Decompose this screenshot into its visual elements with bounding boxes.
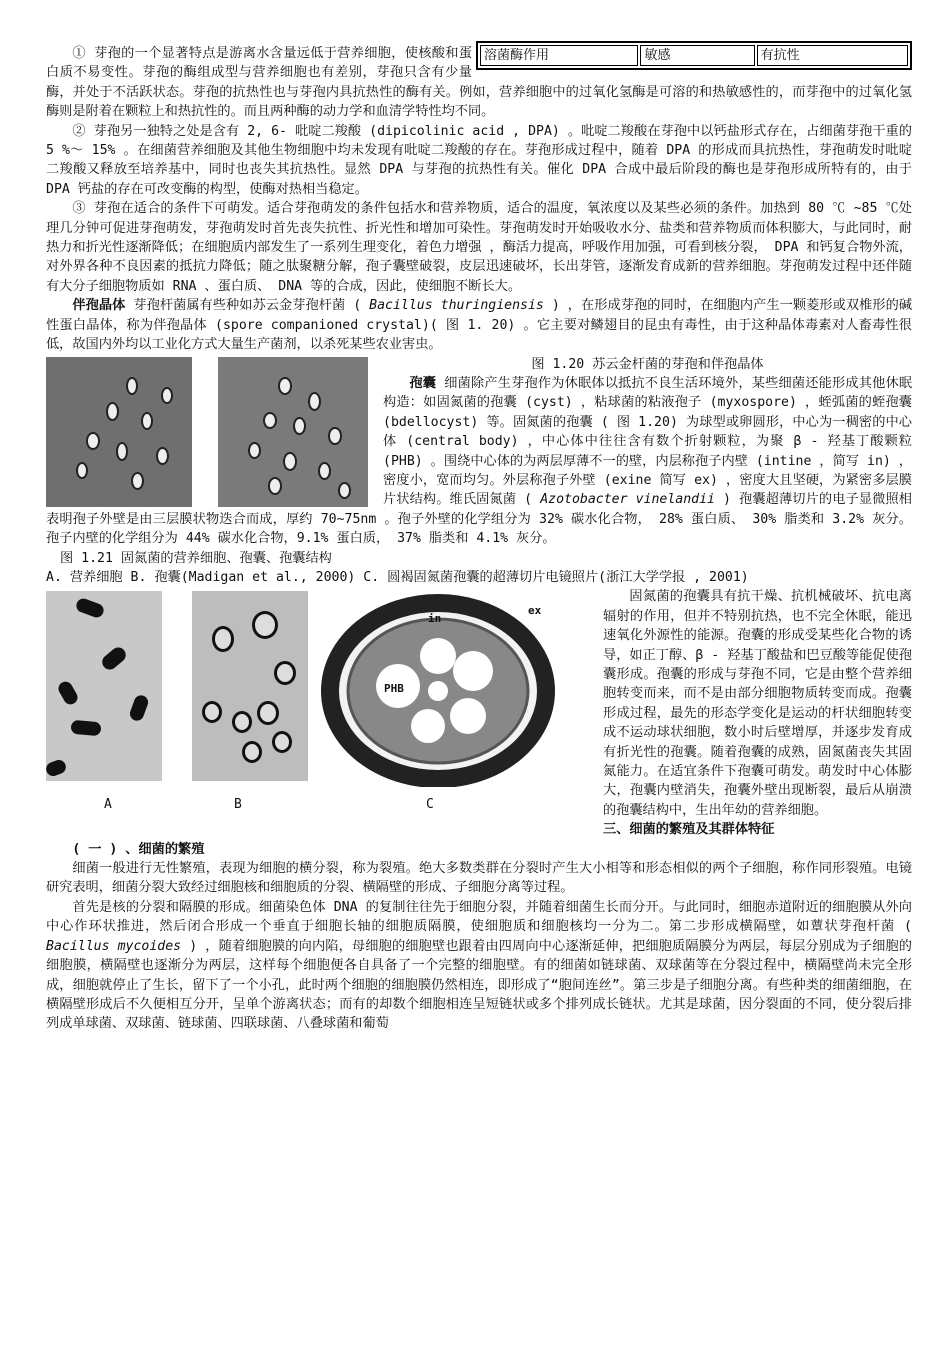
spore-cell (141, 412, 153, 430)
figure-1-20-caption: 图 1.20 苏云金杆菌的芽孢和伴孢晶体 (531, 356, 764, 372)
spore-cell (328, 427, 342, 445)
text-segment: ) ，在形成芽孢的同时，在细胞内产生一颗菱形或双椎形的碱性蛋白晶体，称为伴孢晶体 (spore companioned crystal)( 图 1. 20) 。它主要对鳞翅目的昆虫有毒性，由于这种晶体毒素对人畜毒性很低，故国内外均以工业化方式大量生产菌剂，以杀死某些农业害虫。 (46, 298, 913, 353)
spore-cell (116, 442, 128, 461)
paragraph-cyst-properties: 固氮菌的孢囊具有抗干燥、抗机械破坏、抗电离辐射的作用，但并不特别抗热，也不完全休眠，能迅速氧化外源性的能源。孢囊的形成受某些化合物的诱导，如正丁醇、β - 羟基丁酸盐和巴豆酸等能促使孢囊形成。孢囊的形成与芽孢不同，它是由整个营养细胞转变而来，而不是由部分细胞物质转变而成。孢囊形成过程，最先的形态学变化是运动的杆状细胞转变成不运动球状细胞，数小时后壁增厚，并逐步发育成有折光性的孢囊。随着孢囊的成熟，固氮菌丧失其固氮能力。在适宜条件下孢囊可萌发。萌发时中心体膨大，孢囊内壁消失，孢囊外壁出现断裂，最后从崩溃的孢囊结构中，生出年幼的营养细胞。 (603, 589, 912, 818)
document-page (46, 44, 912, 1034)
text-segment: ) 孢囊超薄切片的电子显微照相表明孢子外壁是由三层膜状物迭合而成，厚约 70~75nm 。孢子外壁的化学组分为 32% 碳水化合物， 28% 蛋白质、 30% 脂类和 3.2% 灰分。孢子内壁的化学组分为 44% 碳水化合物，9.1% 蛋白质， 37% 脂类和 4.1% 灰分。 (46, 492, 912, 547)
text-segment: 芽孢杆菌属有些种如苏云金芽孢杆菌 ( (125, 298, 370, 314)
cyst-ring (212, 626, 234, 652)
spore-cell (268, 477, 282, 495)
label-ex: ex (528, 604, 542, 618)
cyst-ring (252, 611, 278, 639)
figure-1-21-block (46, 587, 912, 820)
spore-cell (308, 392, 321, 411)
spore-cell (76, 462, 88, 479)
cyst-ring (272, 731, 292, 753)
spore-cell (126, 377, 138, 395)
rod-cell (70, 720, 101, 737)
label-b: B (234, 797, 242, 813)
label-phb: PHB (384, 682, 404, 696)
figure-1-21-caption: 图 1.21 固氮菌的营养细胞、孢囊、孢囊结构 (60, 550, 332, 566)
rod-cell (46, 758, 68, 778)
paragraph-text: ① 芽孢的一个显著特点是游离水含量远低于营养细胞，使核酸和蛋白质不易变性。芽孢的酶组成型与营养细胞也有差别，芽孢只含有少量酶，并处于不活跃状态。芽孢的抗热性也与芽孢内具抗热性的酶有关。例如，营养细胞中的过氧化氢酶是可溶的和热敏感性的，而芽孢中的过氧化氢酶则是附着在颗粒上和热抗性的。而且两种酶的动力学和血清学特性均不同。 (46, 46, 912, 120)
phb-granule (411, 709, 445, 743)
text-segment: 首先是核的分裂和隔膜的形成。细菌染色体 DNA 的复制往往先于细胞分裂，并随着细菌生长而分开。与此同时，细胞赤道附近的细胞膜从外向中心作环状推进，然后闭合形成一个垂直于细胞长轴的细胞质隔膜，使细胞质和细胞核均一分为二。第二步形成横隔壁，如蕈状芽孢杆菌 ( (46, 899, 912, 935)
spore-cell (86, 432, 100, 450)
spore-cell (156, 447, 169, 465)
paragraph-parasporal-crystal (46, 296, 912, 354)
cysts-image (192, 591, 308, 781)
spore-cell (283, 452, 297, 471)
label-c: C (426, 797, 434, 813)
spore-cell (161, 387, 173, 404)
vegetative-cells-image (46, 591, 162, 781)
table-cell-resistant: 有抗性 (757, 45, 908, 66)
figure-1-21-images (46, 591, 591, 823)
text-segment: ) ，随着细胞膜的向内陷，母细胞的细胞壁也跟着由四周向中心逐渐延伸，把细胞质隔膜分为两层，每层分别成为子细胞的细胞膜，横隔壁也逐渐分为两层，这样每个细胞便各自具备了一个完整的细胞壁。有的细菌如链球菌、双球菌等在分裂过程中，横隔壁尚未完全形成，细胞就停止了生长，留下了一个小孔，此时两个细胞的细胞膜仍然相连，即形成了“胞间连丝”。第三步是子细胞分离。有些种类的细菌细胞，在横隔壁形成后不久便相互分开，呈单个游离状态；而有的却数个细胞相连呈短链状或多个排列成长链状。尤其是球菌，因分裂面的不同，使分裂后排列成单球菌、双球菌、链球菌、四联球菌、八叠球菌和葡萄 (46, 938, 912, 1032)
section-heading: 三、细菌的繁殖及其群体特征 (603, 822, 775, 838)
phb-granule (453, 651, 493, 691)
spore-micrograph-left (46, 357, 192, 507)
spore-micrograph-right (218, 357, 368, 507)
rod-cell (128, 694, 150, 723)
rod-cell (99, 645, 129, 673)
label-in: in (428, 612, 442, 626)
subsection-heading: ( 一 ) 、细菌的繁殖 (72, 841, 205, 857)
cyst-ring (202, 701, 222, 723)
spore-cell (106, 402, 119, 421)
cyst-ring (257, 701, 279, 725)
paragraph-reproduction: 细菌一般进行无性繁殖，表现为细胞的横分裂，称为裂殖。绝大多数类群在分裂时产生大小相等和形态相似的两个子细胞，称作同形裂殖。电镜研究表明，细菌分裂大致经过细胞核和细胞质的分裂、横隔壁的形成、子细胞分离等过程。 (46, 861, 912, 896)
cyst-ring (242, 741, 262, 763)
label-a: A (104, 797, 112, 813)
spore-cell (278, 377, 292, 395)
table-row (480, 45, 908, 66)
phb-granule (420, 638, 456, 674)
phb-granule (450, 698, 486, 734)
spore-cell (248, 442, 261, 459)
figure-1-20-block (46, 355, 912, 549)
latin-name: Bacillus mycoides (46, 938, 182, 954)
spore-cell (318, 462, 331, 480)
cyst-section-image (318, 591, 564, 787)
term-parasporal-crystal: 伴孢晶体 (72, 298, 126, 314)
spore-cell (293, 417, 306, 435)
term-cyst: 孢囊 (409, 375, 437, 391)
lysozyme-table (476, 41, 912, 70)
table-cell-lysozyme: 溶菌酶作用 (480, 45, 638, 66)
spore-cell (131, 472, 144, 490)
spore-cell (263, 412, 277, 429)
figure-1-20-images (46, 357, 371, 509)
text-segment: 细菌除产生芽孢作为休眠体以抵抗不良生活环境外，某些细菌还能形成其他休眠构造：如固氮菌的孢囊 (cyst) ，粘球菌的粘液孢子 (myxospore) ，蛭弧菌的蛭孢囊 (bdellocyst) 等。固氮菌的孢囊 ( 图 1.20) 为球型或卵圆形，中心为一稠密的中心体 (central body) ，中心体中往往含有数个折射颗粒，为聚 β - 羟基丁酸颗粒 (PHB) 。围绕中心体的为两层厚薄不一的壁，内层称孢子内壁 (intine ，简写 in) ，密度小，宽而均匀。外层称孢子外壁 (exine 简写 ex) ，密度大且坚硬，为紧密多层膜片状结构。维氏固氮菌 ( (383, 375, 913, 508)
cyst-ring (274, 661, 296, 685)
table-cell-sensitive: 敏感 (640, 45, 754, 66)
figure-1-21-subcaption: A. 营养细胞 B. 孢囊(Madigan et al., 2000) C. 圆褐固氮菌孢囊的超薄切片电镜照片(浙江大学学报 , 2001) (46, 569, 749, 585)
phb-granule (428, 681, 448, 701)
paragraph-division-steps (46, 898, 912, 1034)
rod-cell (56, 679, 80, 707)
paragraph-germination: ③ 芽孢在适合的条件下可萌发。适合芽孢萌发的条件包括水和营养物质，适合的温度，氧浓度以及某些必须的条件。加热到 80 ℃ ~85 ℃处理几分钟可促进芽孢萌发，芽孢萌发时首先丧失抗性、折光性和增加可染性。芽孢萌发时开始吸收水分、盐类和营养物质而体积膨大，与此同时，耐热力和折光性逐渐降低；在细胞质内部发生了一系列生理变化，着色力增强 ，酶活力提高，呼吸作用加强，可看到核分裂， DPA 和钙复合物外流，对外界各种不良因素的抵抗力降低；随之肽聚糖分解，孢子囊壁破裂，皮层迅速破坏，长出芽管，逐渐发育成新的营养细胞。芽孢萌发过程中还伴随有大分子细胞物质如 RNA 、蛋白质、 DNA 等的合成，因此，使细胞不断长大。 (46, 201, 912, 294)
cyst-ring (232, 711, 252, 733)
paragraph-dpa: ② 芽孢另一独特之处是含有 2, 6- 吡啶二羧酸 (dipicolinic acid , DPA) 。吡啶二羧酸在芽孢中以钙盐形式存在，占细菌芽孢干重的 5 %～ 15% 。在细菌营养细胞及其他生物细胞中均未发现有吡啶二羧酸的存在。芽孢形成过程中，随着 DPA 的形成而具抗热性，芽孢萌发时吡啶二羧酸又释放至培养基中，同时也丧失其抗热性。显然 DPA 与芽孢的抗热性有关。催化 DPA 合成中最后阶段的酶也是芽孢形成所特有的，由于 DPA 钙盐的存在可改变酶的构型，使酶对热相当稳定。 (46, 123, 912, 197)
latin-name: Azotobacter vinelandii (540, 492, 715, 508)
latin-name: Bacillus thuringiensis (369, 298, 544, 314)
rod-cell (74, 597, 105, 620)
spore-cell (338, 482, 351, 499)
